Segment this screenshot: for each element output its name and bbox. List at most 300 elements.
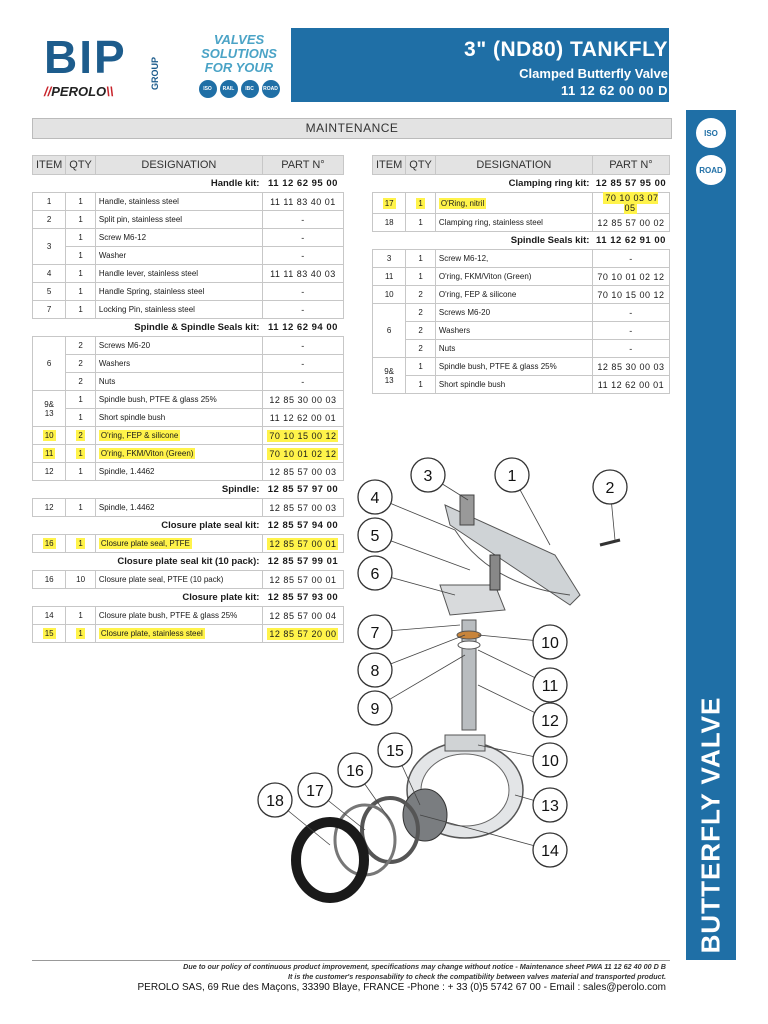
part-number-cell <box>262 337 343 355</box>
qty-cell <box>406 268 436 286</box>
designation-cell <box>435 268 592 286</box>
item-number: 6 <box>46 359 52 368</box>
part-row <box>33 229 344 247</box>
part-number-cell-text: 12 85 57 00 03 <box>269 466 337 477</box>
clamping-ring-part <box>296 822 364 898</box>
part-number-cell-text: 11 12 62 00 01 <box>269 412 337 423</box>
qty-cell-text: 1 <box>78 629 83 638</box>
part-number-cell-text: 12 85 30 00 03 <box>597 361 665 372</box>
qty-cell-text: 1 <box>418 362 423 371</box>
item-number: 16 <box>44 575 54 584</box>
bush-part <box>458 641 480 649</box>
qty-cell <box>406 214 436 232</box>
kit-label: Closure plate seal kit: <box>161 520 260 531</box>
callout-number: 7 <box>370 625 380 642</box>
tagline <box>190 33 288 75</box>
qty-cell <box>66 373 96 391</box>
designation-cell-text: Closure plate bush, PTFE & glass 25% <box>98 611 238 620</box>
qty-cell-text: 1 <box>78 413 83 422</box>
item-number: 16 <box>44 539 54 548</box>
part-number-cell <box>262 427 343 445</box>
designation-cell <box>95 445 262 463</box>
qty-cell-text: 1 <box>418 254 423 263</box>
part-number-cell <box>262 283 343 301</box>
part-number-cell-text: 70 10 03 07 05 <box>605 193 659 213</box>
item-number: 5 <box>46 287 52 296</box>
section-title: MAINTENANCE <box>32 118 672 139</box>
kit-label: Handle kit: <box>210 178 260 189</box>
part-number-cell-text: - <box>301 214 305 225</box>
qty-cell-text: 1 <box>78 287 83 296</box>
designation-cell <box>435 214 592 232</box>
qty-cell-text: 1 <box>78 233 83 242</box>
col-qty: QTY <box>406 156 436 175</box>
item-cell <box>33 193 66 211</box>
designation-cell-text: Nuts <box>98 377 116 386</box>
designation-cell-text: Locking Pin, stainless steel <box>98 305 195 314</box>
item-cell <box>33 301 66 319</box>
kit-header-row <box>373 232 670 250</box>
designation-cell <box>435 322 592 340</box>
qty-cell-text: 2 <box>78 431 83 440</box>
rail-chip-icon: RAIL <box>220 80 238 98</box>
qty-cell <box>66 409 96 427</box>
kit-label: Spindle Seals kit: <box>510 235 590 246</box>
designation-cell <box>95 463 262 481</box>
part-number-cell <box>262 211 343 229</box>
item-cell <box>373 193 406 214</box>
item-cell <box>33 211 66 229</box>
qty-cell <box>66 499 96 517</box>
road-badge-icon: ROAD <box>696 155 726 185</box>
part-number-cell-text: 12 85 57 20 00 <box>269 628 337 639</box>
qty-cell <box>66 283 96 301</box>
callout-number: 10 <box>541 753 559 770</box>
qty-cell-text: 1 <box>78 395 83 404</box>
item-cell <box>373 268 406 286</box>
item-number: 9& 13 <box>384 366 395 385</box>
item-cell <box>33 283 66 301</box>
designation-cell-text: Nuts <box>438 344 456 353</box>
part-number-cell-text: 12 85 57 00 02 <box>597 217 665 228</box>
part-number-cell-text: 70 10 01 02 12 <box>269 448 337 459</box>
item-cell <box>33 463 66 481</box>
footer-responsibility: It is the customer's responsability to check the compatibility between valves material and transported product. <box>288 972 666 981</box>
qty-cell-text: 2 <box>418 290 423 299</box>
tagline-line: VALVES <box>213 32 265 47</box>
designation-cell <box>95 247 262 265</box>
part-row <box>373 358 670 376</box>
callout-number: 5 <box>370 528 380 545</box>
qty-cell-text: 1 <box>78 539 83 548</box>
qty-cell <box>406 340 436 358</box>
screw-part <box>490 555 500 590</box>
part-number-cell <box>262 265 343 283</box>
qty-cell <box>66 625 96 643</box>
col-designation: DESIGNATION <box>95 156 262 175</box>
designation-cell <box>95 193 262 211</box>
qty-cell <box>66 427 96 445</box>
designation-cell <box>95 283 262 301</box>
designation-cell-text: O'ring, FEP & silicone <box>100 431 179 440</box>
product-code: 11 12 62 00 00 D <box>560 83 668 98</box>
designation-cell <box>95 427 262 445</box>
part-number-cell <box>262 373 343 391</box>
part-number-cell-text: - <box>629 253 633 264</box>
product-title: 3" (ND80) TANKFLY <box>464 38 668 61</box>
qty-cell-text: 2 <box>78 377 83 386</box>
designation-cell <box>95 391 262 409</box>
part-number-cell-text: - <box>301 232 305 243</box>
item-number: 17 <box>384 198 394 208</box>
designation-cell-text: Closure plate, stainless steel <box>100 629 203 638</box>
part-number-cell-text: - <box>629 307 633 318</box>
designation-cell <box>95 499 262 517</box>
part-number-cell <box>592 304 669 322</box>
designation-cell-text: Spindle bush, PTFE & glass 25% <box>98 395 217 404</box>
designation-cell-text: Spindle, 1.4462 <box>98 503 155 512</box>
callout-number: 14 <box>541 843 559 860</box>
item-number: 10 <box>384 290 394 299</box>
part-number-cell <box>262 229 343 247</box>
designation-cell <box>95 337 262 355</box>
item-cell <box>33 499 66 517</box>
callout-number: 1 <box>507 468 517 485</box>
item-number: 2 <box>46 215 52 224</box>
part-row <box>373 268 670 286</box>
part-number-cell-text: - <box>301 340 305 351</box>
kit-part-number: 12 85 57 93 00 <box>267 592 339 603</box>
part-number-cell-text: 12 85 57 00 04 <box>269 610 337 621</box>
part-row <box>33 247 344 265</box>
qty-cell-text: 2 <box>418 326 423 335</box>
designation-cell <box>435 340 592 358</box>
part-row <box>33 301 344 319</box>
qty-cell <box>406 358 436 376</box>
qty-cell-text: 10 <box>76 575 86 584</box>
sidebar-vertical-label: BUTTERFLY VALVE <box>695 696 726 954</box>
kit-part-number: 11 12 62 95 00 <box>268 178 338 189</box>
item-number: 18 <box>384 218 394 227</box>
part-row <box>33 373 344 391</box>
callout-number: 11 <box>541 678 559 695</box>
part-row <box>373 322 670 340</box>
part-number-cell <box>262 301 343 319</box>
part-number-cell-text: - <box>629 343 633 354</box>
part-number-cell <box>592 193 669 214</box>
qty-cell-text: 1 <box>78 251 83 260</box>
part-number-cell <box>262 355 343 373</box>
qty-cell-text: 1 <box>78 611 83 620</box>
item-cell <box>33 427 66 445</box>
item-number: 11 <box>44 449 54 458</box>
qty-cell <box>66 211 96 229</box>
part-row <box>33 337 344 355</box>
qty-cell <box>66 301 96 319</box>
qty-cell-text: 1 <box>78 197 83 206</box>
designation-cell <box>95 265 262 283</box>
part-row <box>33 265 344 283</box>
item-cell <box>33 535 66 553</box>
kit-header-row <box>33 319 344 337</box>
certification-chips <box>190 80 288 98</box>
perolo-logo: //PEROLO\\ <box>44 84 114 99</box>
part-number-cell <box>262 247 343 265</box>
qty-cell <box>406 193 436 214</box>
item-number: 9& 13 <box>44 399 55 418</box>
qty-cell <box>66 337 96 355</box>
qty-cell <box>66 571 96 589</box>
designation-cell-text: Handle, stainless steel <box>98 197 179 206</box>
callout-number: 13 <box>541 798 559 815</box>
kit-header-row <box>373 175 670 193</box>
product-subtitle: Clamped Butterfly Valve <box>519 66 668 81</box>
closure-plate-part <box>403 789 447 841</box>
exploded-valve-drawing <box>250 445 615 885</box>
part-number-cell <box>592 340 669 358</box>
part-row <box>33 391 344 409</box>
item-number: 12 <box>44 467 54 476</box>
part-number-cell <box>592 268 669 286</box>
qty-cell <box>66 265 96 283</box>
qty-cell <box>66 445 96 463</box>
designation-cell-text: Spindle bush, PTFE & glass 25% <box>438 362 557 371</box>
item-cell <box>33 265 66 283</box>
kit-part-number: 12 85 57 95 00 <box>595 178 667 189</box>
designation-cell <box>95 607 262 625</box>
logo-group-label: GROUP <box>150 56 160 90</box>
part-row <box>373 214 670 232</box>
part-number-cell <box>592 322 669 340</box>
part-number-cell-text: - <box>629 325 633 336</box>
callout-number: 17 <box>306 783 324 800</box>
col-part: PART N° <box>262 156 343 175</box>
item-cell <box>33 607 66 625</box>
kit-label: Closure plate seal kit (10 pack): <box>117 556 260 567</box>
qty-cell <box>66 535 96 553</box>
kit-part-number: 12 85 57 97 00 <box>267 484 339 495</box>
qty-cell-text: 1 <box>418 272 423 281</box>
road-chip-icon: ROAD <box>262 80 280 98</box>
right-parts-table <box>372 155 670 394</box>
item-cell <box>33 337 66 391</box>
designation-cell <box>435 193 592 214</box>
part-number-cell-text: 70 10 15 00 12 <box>269 430 337 441</box>
part-number-cell-text: - <box>301 358 305 369</box>
part-number-cell-text: - <box>301 376 305 387</box>
designation-cell-text: Screws M6-20 <box>438 308 491 317</box>
designation-cell-text: Washer <box>98 251 127 260</box>
qty-cell-text: 1 <box>78 449 83 458</box>
item-number: 3 <box>46 242 52 251</box>
designation-cell-text: O'Ring, nitril <box>440 198 485 208</box>
callout-number: 2 <box>605 480 615 497</box>
col-designation: DESIGNATION <box>435 156 592 175</box>
qty-cell-text: 2 <box>418 344 423 353</box>
item-cell <box>33 229 66 265</box>
designation-cell-text: Short spindle bush <box>438 380 506 389</box>
item-cell <box>373 214 406 232</box>
part-number-cell-text: 11 11 83 40 01 <box>270 196 336 207</box>
designation-cell <box>95 625 262 643</box>
part-number-cell-text: 70 10 15 00 12 <box>597 289 665 300</box>
designation-cell <box>95 373 262 391</box>
designation-cell-text: Screw M6-12, <box>438 254 489 263</box>
callout-number: 12 <box>541 713 559 730</box>
qty-cell <box>406 376 436 394</box>
item-number: 7 <box>46 305 52 314</box>
item-cell <box>373 358 406 394</box>
part-number-cell-text: - <box>301 304 305 315</box>
qty-cell <box>66 463 96 481</box>
ibc-chip-icon: IBC <box>241 80 259 98</box>
item-number: 11 <box>384 272 394 281</box>
designation-cell <box>95 355 262 373</box>
qty-cell-text: 2 <box>78 341 83 350</box>
callout-number: 8 <box>370 663 380 680</box>
part-number-cell <box>592 358 669 376</box>
kit-part-number: 11 12 62 94 00 <box>268 322 338 333</box>
designation-cell-text: Handle Spring, stainless steel <box>98 287 205 296</box>
qty-cell-text: 2 <box>78 359 83 368</box>
qty-cell <box>406 304 436 322</box>
qty-cell-text: 1 <box>78 215 83 224</box>
kit-label: Closure plate kit: <box>182 592 260 603</box>
item-number: 14 <box>44 611 54 620</box>
part-number-cell <box>262 409 343 427</box>
tagline-line: FOR YOUR <box>204 60 274 75</box>
designation-cell <box>95 571 262 589</box>
designation-cell <box>95 301 262 319</box>
designation-cell-text: O'ring, FKM/Viton (Green) <box>438 272 532 281</box>
part-number-cell-text: 11 11 83 40 03 <box>270 268 336 279</box>
callout-number: 3 <box>423 468 433 485</box>
item-cell <box>33 625 66 643</box>
part-row <box>33 211 344 229</box>
designation-cell <box>435 304 592 322</box>
designation-cell-text: Screws M6-20 <box>98 341 151 350</box>
designation-cell-text: Closure plate seal, PTFE <box>100 539 190 548</box>
footer-divider <box>32 960 670 961</box>
part-row <box>33 193 344 211</box>
designation-cell <box>435 286 592 304</box>
col-qty: QTY <box>66 156 96 175</box>
qty-cell-text: 1 <box>418 380 423 389</box>
col-part: PART N° <box>592 156 669 175</box>
kit-label: Spindle & Spindle Seals kit: <box>134 322 260 333</box>
part-row <box>33 355 344 373</box>
callout-number: 10 <box>541 635 559 652</box>
part-number-cell-text: 12 85 30 00 03 <box>269 394 337 405</box>
callout-number: 4 <box>370 490 380 507</box>
callout-number: 16 <box>346 763 364 780</box>
qty-cell-text: 1 <box>78 305 83 314</box>
qty-cell <box>66 607 96 625</box>
item-number: 1 <box>46 197 52 206</box>
part-number-cell <box>592 214 669 232</box>
part-number-cell <box>592 286 669 304</box>
item-number: 15 <box>44 629 54 638</box>
kit-label: Clamping ring kit: <box>508 178 590 189</box>
part-row <box>33 409 344 427</box>
item-number: 10 <box>44 431 54 440</box>
kit-header-row <box>33 175 344 193</box>
kit-part-number: 11 12 62 91 00 <box>596 235 666 246</box>
part-row <box>373 304 670 322</box>
part-number-cell-text: 70 10 01 02 12 <box>597 271 665 282</box>
designation-cell-text: Closure plate seal, PTFE (10 pack) <box>98 575 224 584</box>
designation-cell-text: Spindle, 1.4462 <box>98 467 155 476</box>
qty-cell <box>66 355 96 373</box>
part-row <box>33 427 344 445</box>
footer-contact: PEROLO SAS, 69 Rue des Maçons, 33390 Blaye, FRANCE -Phone : + 33 (0)5 5742 67 00 - Email : sales@perolo.com <box>137 982 666 993</box>
designation-cell <box>95 535 262 553</box>
part-row <box>373 250 670 268</box>
qty-cell-text: 1 <box>418 198 423 208</box>
designation-cell <box>95 211 262 229</box>
part-number-cell-text: - <box>301 286 305 297</box>
item-cell <box>33 391 66 427</box>
qty-cell <box>66 193 96 211</box>
designation-cell <box>95 409 262 427</box>
callout-number: 18 <box>266 793 284 810</box>
designation-cell <box>435 376 592 394</box>
item-cell <box>373 286 406 304</box>
item-number: 4 <box>46 269 52 278</box>
part-number-cell-text: 12 85 57 00 01 <box>269 538 337 549</box>
callout-number: 6 <box>370 566 380 583</box>
qty-cell-text: 2 <box>418 308 423 317</box>
designation-cell-text: Washers <box>98 359 131 368</box>
footer-disclaimer: Due to our policy of continuous product improvement, specifications may change without notice - Maintenance sheet PWA 11 12 62 40 00 D B <box>183 962 666 971</box>
part-number-cell <box>592 376 669 394</box>
qty-cell <box>406 250 436 268</box>
item-cell <box>33 445 66 463</box>
designation-cell <box>95 229 262 247</box>
part-row <box>373 340 670 358</box>
bip-logo: BIP <box>44 31 127 83</box>
part-number-cell <box>262 193 343 211</box>
iso-badge-icon: ISO <box>696 118 726 148</box>
part-row <box>33 283 344 301</box>
qty-cell <box>66 391 96 409</box>
callout-number: 15 <box>386 743 404 760</box>
col-item: ITEM <box>33 156 66 175</box>
designation-cell <box>435 250 592 268</box>
part-number-cell <box>262 391 343 409</box>
item-number: 12 <box>44 503 54 512</box>
part-row <box>373 376 670 394</box>
designation-cell-text: Clamping ring, stainless steel <box>438 218 543 227</box>
oring-part <box>457 631 481 639</box>
qty-cell <box>66 229 96 247</box>
designation-cell-text: Short spindle bush <box>98 413 166 422</box>
split-pin-part <box>600 540 620 545</box>
part-number-cell-text: 12 85 57 00 01 <box>269 574 337 585</box>
qty-cell <box>406 322 436 340</box>
kit-part-number: 12 85 57 94 00 <box>267 520 339 531</box>
qty-cell <box>66 247 96 265</box>
item-cell <box>33 571 66 589</box>
designation-cell-text: O'ring, FEP & silicone <box>438 290 517 299</box>
tagline-line: SOLUTIONS <box>201 46 277 61</box>
item-cell <box>373 304 406 358</box>
col-item: ITEM <box>373 156 406 175</box>
designation-cell <box>435 358 592 376</box>
item-cell <box>373 250 406 268</box>
callout-number: 9 <box>370 701 380 718</box>
iso-chip-icon: ISO <box>199 80 217 98</box>
